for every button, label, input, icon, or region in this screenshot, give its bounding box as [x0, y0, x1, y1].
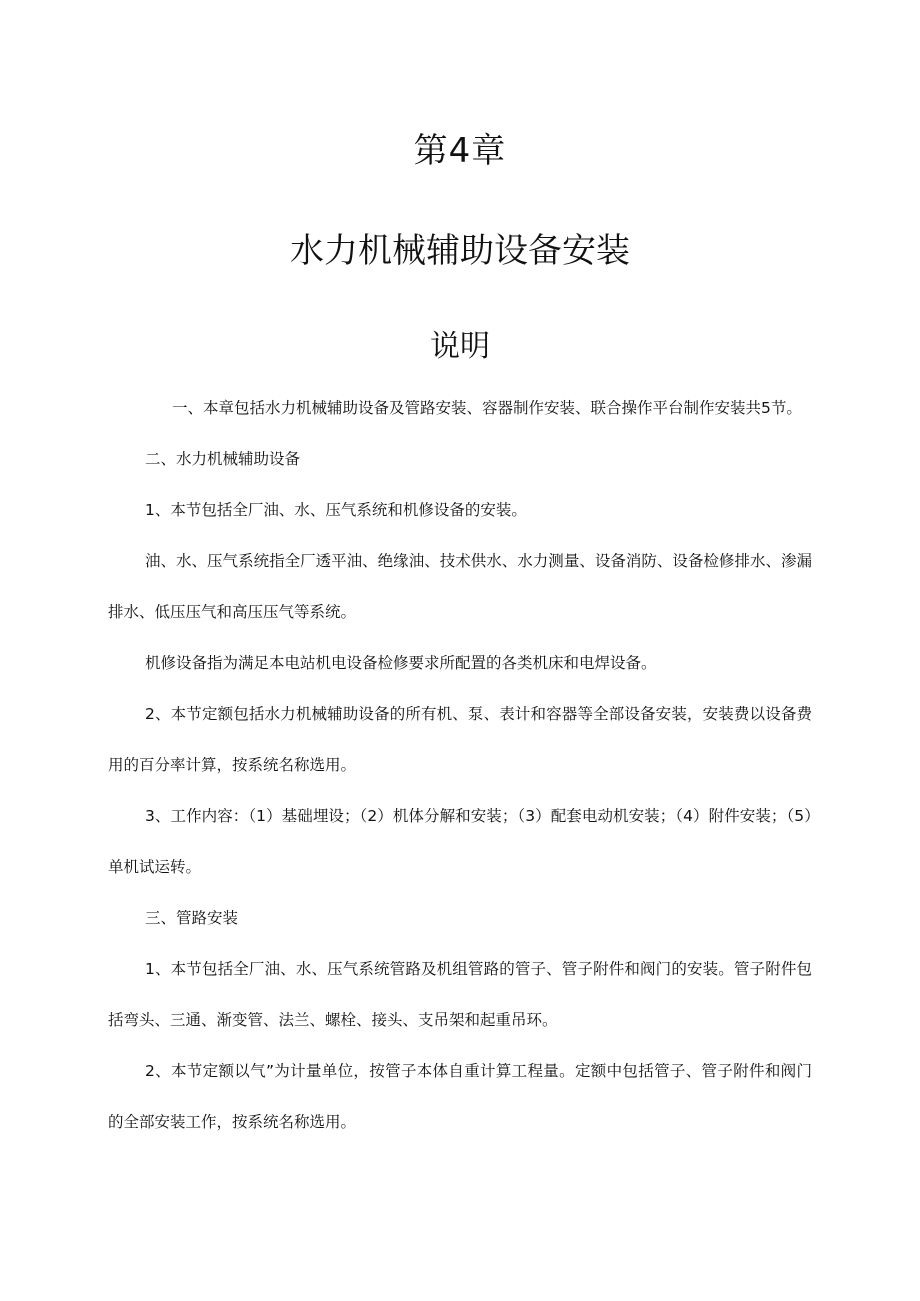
paragraph-section-2-heading: 二、水力机械辅助设备 [145, 450, 301, 468]
chapter-title: 水力机械辅助设备安装 [290, 231, 630, 271]
paragraph-2-1: 1、本节包括全厂油、水、压气系统和机修设备的安装。 [145, 501, 527, 519]
paragraph-2-2: 2、本节定额包括水力机械辅助设备的所有机、泵、表计和容器等全部设备安装，安装费以设备费用的百分率计算，按系统名称选用。 [108, 705, 812, 774]
paragraph-scope: 一、本章包括水力机械辅助设备及管路安装、容器制作安装、联合操作平台制作安装共5节。 [172, 399, 802, 417]
paragraph-3-1: 1、本节包括全厂油、水、压气系统管路及机组管路的管子、管子附件和阀门的安装。管子附件包括弯头、三通、渐变管、法兰、螺栓、接头、支吊架和起重吊环。 [108, 960, 812, 1029]
paragraph-maintenance-equipment: 机修设备指为满足本电站机电设备检修要求所配置的各类机床和电焊设备。 [145, 654, 657, 672]
paragraph-section-3-heading: 三、管路安装 [145, 909, 239, 927]
paragraph-3-2: 2、本节定额以气”为计量单位，按管子本体自重计算工程量。定额中包括管子、管子附件和阀门的全部安装工作，按系统名称选用。 [108, 1062, 812, 1131]
paragraph-2-3: 3、工作内容：（1）基础埋设；（2）机体分解和安装；（3）配套电动机安装；（4）附件安装；（5）单机试运转。 [108, 807, 812, 876]
body-text [108, 383, 812, 1148]
chapter-heading: 第4章 [413, 131, 507, 171]
section-heading: 说明 [430, 329, 490, 364]
paragraph-systems: 油、水、压气系统指全厂透平油、绝缘油、技术供水、水力测量、设备消防、设备检修排水、渗漏排水、低压压气和高压压气等系统。 [108, 552, 812, 621]
